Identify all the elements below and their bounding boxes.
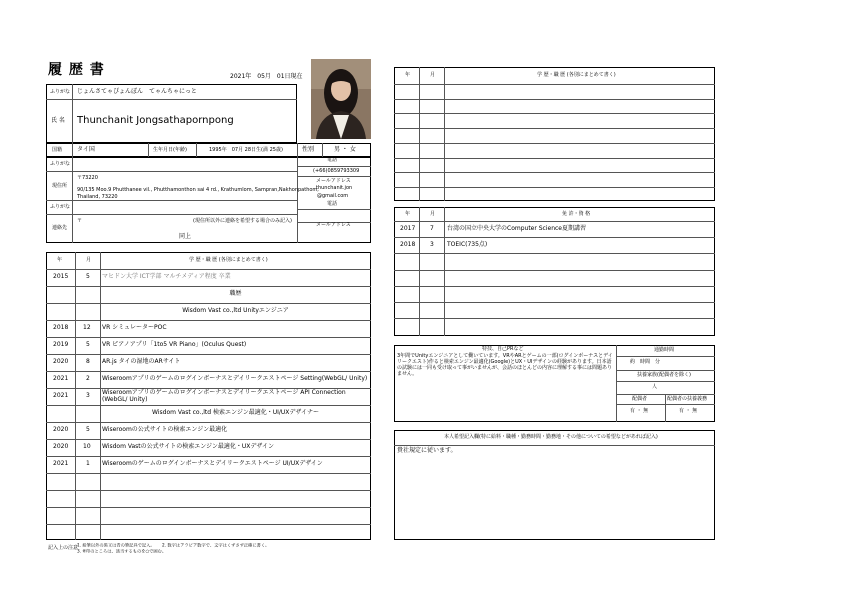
email2-label: メールアドレス (316, 222, 351, 228)
license-month-header: 月 (430, 211, 436, 217)
sex-value: 男 ・ 女 (334, 146, 356, 153)
document-title: 履 歴 書 (48, 62, 105, 78)
license-row-year: 2017 (400, 225, 416, 232)
license-row-year: 2018 (400, 241, 416, 249)
contact-label: 連絡先 (52, 225, 68, 231)
spouse-label: 配偶者 (632, 396, 648, 402)
history-row-year: 2015 (53, 273, 69, 280)
email-label: メールアドレス (316, 178, 351, 184)
address-line-2: Thailand, 73220 (77, 194, 118, 200)
history2-month-header: 月 (430, 72, 436, 78)
birth-value: 1995年 07月 28日生(満 25歳) (209, 147, 283, 153)
nationality-label: 国籍 (52, 147, 63, 153)
sex-label: 性別 (302, 146, 315, 153)
history2-year-header: 年 (405, 72, 411, 78)
history-row-text: Wiseroomのゲームのログインボーナスとデイリークエストページ UI/UXデザイン (102, 460, 323, 467)
history-month-header: 月 (86, 257, 92, 263)
spouse-duty-label: 配偶者の扶養義務 (667, 396, 708, 402)
contact-value: 同上 (179, 233, 192, 240)
wishes-text: 貴社規定に従います。 (397, 447, 457, 454)
history-row-text: Wisdom Vast co.,ltd 検索エンジン最適化・UI/UXデザイナー (152, 409, 319, 416)
history-row-text: AR.js タイの湿地のARサイト (102, 358, 181, 365)
note-3: 3. ※印のところは、該当するものを○で囲む。 (77, 549, 167, 555)
history2-content-header: 学 歴・職 歴 (各別にまとめて書く) (537, 72, 616, 78)
dependents-value: 人 (652, 384, 658, 390)
commute-value: 約 時間 分 (630, 359, 661, 365)
address-line-1: 90/135 Moo.9 Phutthanee vil., Phutthamonthon sai 4 rd., Krathumlom, Sampran,Nakhonpathom, (77, 187, 319, 193)
history-row-text: Wiseroomアプリのゲームのログインボーナスとデイリークエストページ Setting(WebGL/ Unity) (102, 375, 368, 382)
commute-label: 通勤時間 (654, 347, 675, 353)
birth-label: 生年月日(年齢) (153, 147, 187, 153)
history-row-text: VR ピアノアプリ「1to5 VR Piano」(Oculus Quest) (102, 341, 247, 348)
history-row-year: 2021 (53, 392, 69, 399)
history-table-right (394, 67, 715, 201)
history-row-month: 8 (86, 358, 90, 365)
postal-code: 〒73220 (77, 175, 98, 181)
pr-text: 3年間でUnityエンジニアとして働いています。VRやARとゲームの一部(ログインボーナスとデイリークエスト)作ると検索エンジン最適化(Google)とUX・UIデザインの経験があります。日本語の試験には一同も受け取って事がいませんが、会話のほとんどの内容に理解する事には問題ありません。 (397, 353, 613, 377)
history-row-text: 職歴 (229, 290, 242, 297)
history-row-year: 2018 (53, 324, 69, 331)
history-row-text: Wisdom Vastの公式サイトの検索エンジン最適化・UXデザイン (102, 443, 274, 450)
notes-label: 記入上の注意 (48, 545, 79, 551)
dependents-label: 扶養家族(配偶者を除く) (637, 372, 691, 378)
spouse-value: 有 ・ 無 (630, 408, 649, 414)
phone-label: 電話 (327, 157, 338, 163)
license-row-text: TOEIC(735点) (447, 241, 488, 249)
note-2: 2. 数字はアラビア数字で、文字はくずさず正確に書く。 (162, 543, 270, 549)
history-year-header: 年 (57, 257, 63, 263)
pr-header: 特技、自己PRなど (482, 346, 524, 352)
furigana-label: ふりがな (50, 89, 71, 95)
furigana-value: じょんさてゃぴょんぽん てゃんちゃにっと (77, 88, 197, 95)
history-row-text: マヒドン大学 ICT学部 マルチメディア程度 卒業 (102, 273, 231, 280)
history-row-month: 12 (83, 324, 91, 331)
history-row-year: 2020 (53, 443, 69, 450)
history-row-month: 2 (86, 375, 90, 382)
history-row-text: VR シミュレーターPOC (102, 324, 167, 331)
note-1: 1. 鉛筆以外の黒又は青の筆記具で記入。 (77, 543, 155, 549)
email-value-1: thunchanit.jon (316, 185, 353, 191)
license-year-header: 年 (405, 211, 411, 217)
phone2-label: 電話 (327, 201, 338, 207)
history-row-month: 5 (86, 273, 90, 280)
spouse-duty-value: 有 ・ 無 (679, 408, 698, 414)
name-value: Thunchanit Jongsathapornpong (77, 115, 234, 126)
history-row-month: 3 (86, 392, 90, 399)
history-row-year: 2019 (53, 341, 69, 348)
address-label: 現住所 (52, 183, 68, 189)
email-value-2: @gmail.com (317, 193, 349, 199)
name-label: 氏 名 (51, 117, 65, 124)
nationality-value: タイ国 (77, 146, 95, 153)
furigana2-label: ふりがな (50, 161, 71, 167)
contact-postal: 〒 (77, 218, 83, 224)
history-row-year: 2020 (53, 358, 69, 365)
history-row-text-2: (WebGL/ Unity) (102, 396, 148, 403)
furigana3-label: ふりがな (50, 204, 71, 210)
history-row-year: 2020 (53, 426, 69, 433)
history-row-month: 5 (86, 341, 90, 348)
history-row-month: 5 (86, 426, 90, 433)
license-row-text: 台湾の国立中央大学のComputer Science夏期講習 (447, 225, 586, 232)
document-date: 2021年 05月 01日現在 (230, 73, 303, 80)
profile-photo (311, 59, 371, 139)
wishes-header: 本人希望記入欄(特に給料・職種・勤務時間・勤務地・その他についての希望などがあれば記入) (444, 434, 658, 440)
history-row-year: 2021 (53, 375, 69, 382)
history-row-month: 1 (86, 460, 90, 467)
license-row-month: 3 (430, 241, 434, 249)
history-row-year: 2021 (53, 460, 69, 467)
license-content-header: 免 許・資 格 (562, 211, 591, 217)
history-content-header: 学 歴・職 歴 (各別にまとめて書く) (189, 257, 268, 263)
history-row-month: 10 (83, 443, 91, 450)
portrait-image (311, 59, 371, 139)
history-row-text: Wisdom Vast co.,ltd Unityエンジニア (182, 307, 289, 314)
history-row-text: Wiseroomアプリのゲームのログインボーナスとデイリークエストページ API Connection (102, 389, 346, 396)
contact-note: (現住所以外に連絡を希望する場合のみ記入) (193, 218, 292, 224)
history-row-text: Wiseroomの公式サイトの検索エンジン最適化 (102, 426, 228, 433)
license-row-month: 7 (430, 225, 434, 232)
phone-value: (+66)0859793309 (313, 168, 360, 174)
